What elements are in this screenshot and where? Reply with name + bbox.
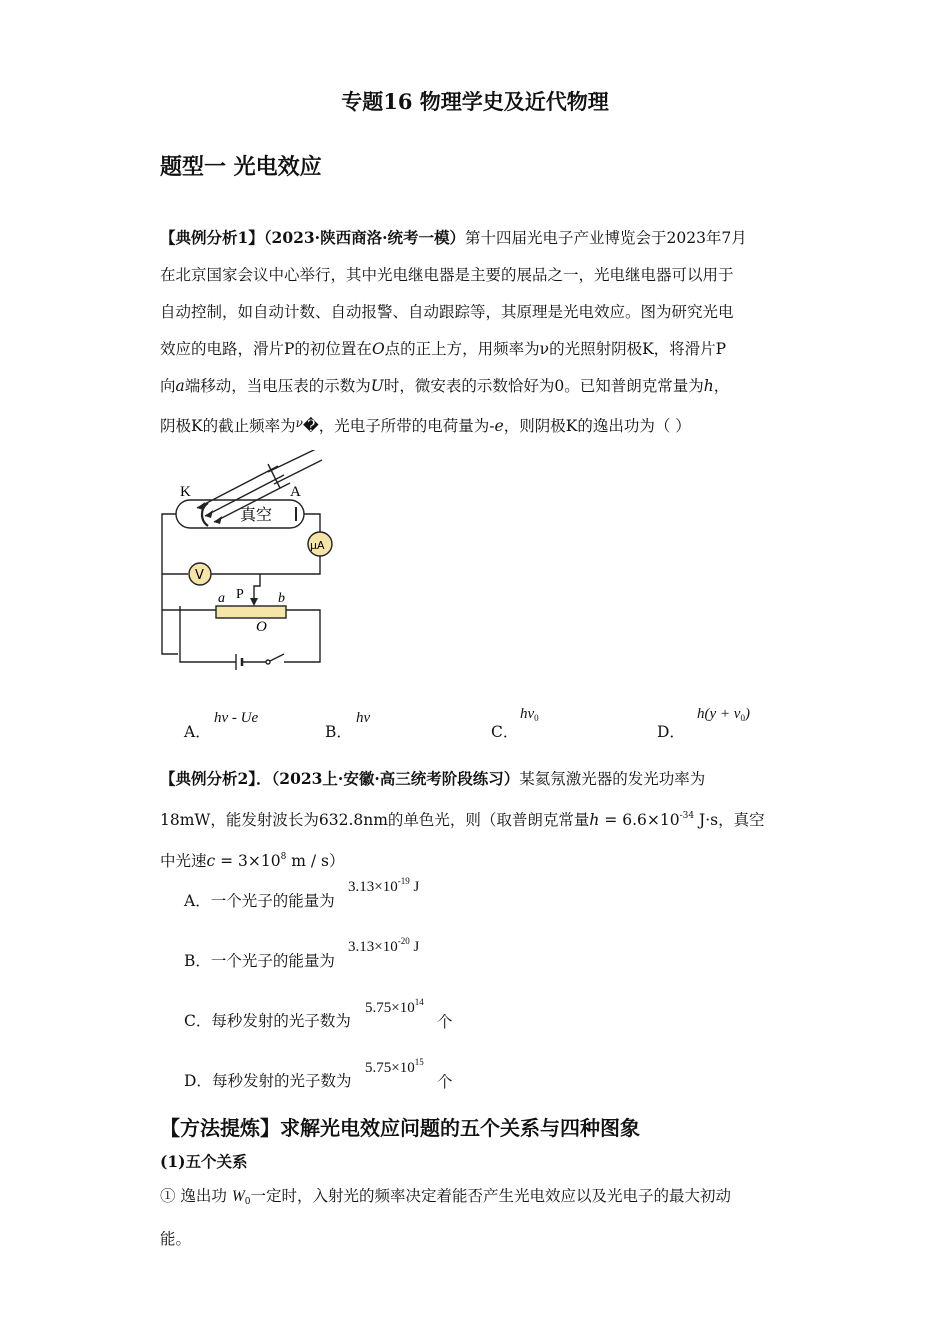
example1-line3: 自动控制，如自动计数、自动报警、自动跟踪等，其原理是光电效应。图为研究光电 (160, 303, 734, 321)
slider-wire (254, 574, 260, 602)
option-c[interactable] (184, 1009, 351, 1031)
microammeter-label: μA (310, 539, 325, 552)
light-speed-unit: m / s (286, 852, 330, 870)
option-b[interactable] (184, 949, 335, 971)
example1-line6-b: ，光电子所带的电荷量为- (318, 417, 495, 435)
voltmeter-label: V (195, 568, 204, 583)
option-letter: C． (491, 723, 519, 741)
option-b-formula: hν (356, 710, 371, 726)
option-letter: B． (184, 952, 211, 970)
rheostat (216, 606, 286, 618)
option-text: 每秒发射的光子数为 (211, 1072, 352, 1090)
wire-battery-left (180, 632, 236, 662)
anode-label: A (290, 484, 301, 500)
option-b-value: $3.13\times 10^{-20}$ J (348, 936, 420, 955)
light-speed-value: = 3×10 (215, 852, 281, 870)
example2-paragraph (160, 760, 792, 880)
cutoff-frequency-symbol: ν (295, 416, 303, 430)
method-p1-c: 能。 (160, 1230, 192, 1248)
point-o-symbol: O (371, 340, 385, 358)
example2-line2-b: ，真空 (718, 811, 765, 829)
example1-line5-a: 向 (160, 377, 176, 395)
ray-arrowhead-3 (214, 516, 222, 524)
end-a-symbol: a (175, 377, 185, 395)
slider-arrowhead (250, 598, 258, 606)
wire-right-top (304, 514, 320, 532)
lamp-housing-top (268, 450, 318, 472)
option-d[interactable] (184, 1069, 351, 1091)
light-speed-exponent: 8 (280, 852, 287, 862)
wire-rheostat-right (284, 610, 320, 662)
end-b-label: b (278, 591, 285, 606)
lamp-housing-bottom (274, 460, 322, 484)
option-d[interactable] (657, 720, 685, 742)
option-text: 每秒发射的光子数为 (211, 1012, 351, 1030)
method-subheading: (1)五个关系 (160, 1152, 248, 1171)
option-b[interactable] (325, 720, 352, 742)
option-d-value: $5.75\times 10^{15}$ (365, 1057, 424, 1076)
example1-line5-b: 端移动，当电压表的示数为 (184, 377, 371, 395)
example1-line5-d: ， (713, 377, 730, 395)
option-letter: B． (325, 723, 352, 741)
example1-line6-a: 阴极K的截止频率为 (160, 417, 296, 435)
end-a-label: a (218, 591, 225, 606)
wire-left-loop (162, 610, 180, 632)
option-a-formula: hν - Ue (214, 710, 259, 726)
example2-line2-a: 18mW，能发射波长为632.8nm的单色光，则（取普朗克常量 (160, 811, 590, 829)
example1-line5-c: 时，微安表的示数恰好为0。已知普朗克常量为 (383, 377, 704, 395)
option-letter: A． (184, 892, 211, 910)
option-text: 一个光子的能量为 (210, 952, 335, 970)
slider-label: P (236, 587, 244, 602)
example1-label: 【典例分析1】 (160, 228, 264, 247)
option-c-value: $5.75\times 10^{14}$ (365, 997, 424, 1016)
example2-line3-b: ） (329, 852, 345, 870)
option-c[interactable] (491, 720, 518, 742)
planck-value: = 6.6×10 (599, 811, 680, 829)
option-text: 一个光子的能量为 (210, 892, 335, 910)
switch-pivot (266, 660, 270, 664)
example2-line1: 某氦氖激光器的发光功率为 (519, 770, 706, 788)
method-paragraph (160, 1178, 792, 1258)
photoelectric-circuit-diagram (150, 450, 340, 675)
work-function-subscript: 0 (244, 1197, 251, 1207)
option-c-formula: $h\nu_0$ (520, 706, 539, 723)
charge-e-symbol: e (494, 417, 504, 435)
voltage-u-symbol: U (370, 377, 384, 395)
example1-line4-b: 点的正上方，用频率为ν的光照射阴极K，将滑片P (384, 340, 727, 358)
option-a[interactable] (184, 720, 211, 742)
planck-exponent: -34 (679, 811, 695, 821)
option-d-unit: 个 (437, 1073, 453, 1091)
planck-unit: J·s (694, 811, 719, 829)
method-heading: 【方法提炼】求解光电效应问题的五个关系与四种图象 (160, 1116, 640, 1140)
vacuum-label: 真空 (240, 505, 273, 524)
example2-line3-a: 中光速 (160, 852, 207, 870)
point-o-label: O (256, 619, 267, 635)
cathode-label: K (180, 484, 191, 500)
example2-source: （2023上·安徽·高三统考阶段练习） (271, 769, 520, 788)
option-letter: A． (184, 723, 211, 741)
example2-label: 【典例分析2】． (160, 769, 272, 788)
wire-rheostat-left (180, 606, 216, 610)
option-a-value: $3.13\times 10^{-19}$ J (348, 876, 420, 895)
example1-line1: 第十四届光电子产业博览会于2023年7月 (464, 229, 747, 247)
method-p1-b: 一定时，入射光的频率决定着能否产生光电效应以及光电子的最大初动 (250, 1187, 732, 1205)
example1-paragraph (160, 219, 792, 445)
example1-line6-c: ，则阴极K的逸出功为（ ） (503, 417, 691, 435)
option-a[interactable] (184, 889, 335, 911)
option-letter: D． (657, 723, 685, 741)
example1-line2: 在北京国家会议中心举行，其中光电继电器是主要的展品之一，光电继电器可以用于 (160, 266, 734, 284)
garbled-character: � (302, 417, 319, 435)
page-title: 专题16 物理学史及近代物理 (341, 89, 609, 114)
option-d-formula: $h(y + \nu_0)$ (697, 706, 750, 723)
option-c-unit: 个 (437, 1013, 453, 1031)
wire-left (162, 514, 178, 654)
planck-h-symbol: h (703, 377, 714, 395)
light-ray-1 (197, 466, 278, 508)
option-letter: D． (184, 1072, 212, 1090)
method-p1-a: ① 逸出功 (160, 1187, 227, 1205)
section-heading: 题型一 光电效应 (160, 154, 322, 180)
example1-source: （2023·陕西商洛·统考一模） (263, 228, 465, 247)
light-speed-symbol: c (206, 852, 216, 870)
planck-h-symbol: h (589, 811, 600, 829)
example1-line4-a: 效应的电路，滑片P的初位置在 (160, 340, 372, 358)
option-letter: C． (184, 1012, 212, 1030)
work-function-symbol: W (231, 1188, 245, 1205)
ray-arrowhead-2 (205, 510, 213, 518)
wire-right-mid (260, 556, 320, 574)
